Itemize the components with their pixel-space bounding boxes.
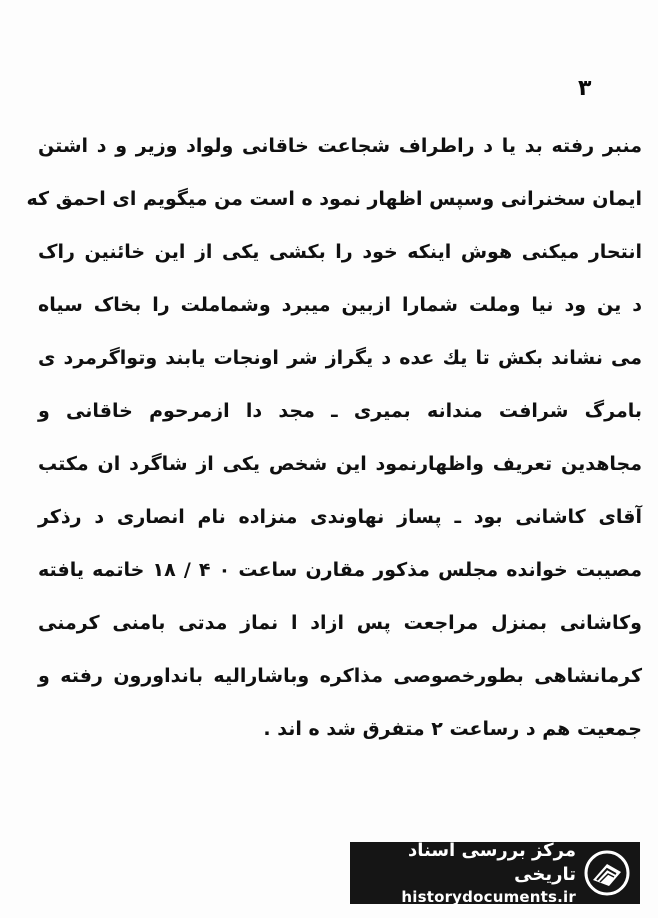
- text-line: کرمانشاهی بطورخصوصی مذاکره وباشاراليه بانداورون رفته و: [38, 665, 642, 687]
- text-line: د ین ود نیا وملت شمارا ازبین میبرد وشماملت را بخاک سیاه: [38, 294, 642, 316]
- text-line: انتحار میکنی هوش اینکه خود را بکشی یکی از این خائنین راک: [38, 241, 642, 263]
- text-line: مجاهدین تعریف واظهارنمود این شخص یکی از شاگرد ان مکتب: [38, 453, 642, 475]
- text-line: جمعیت هم د رساعت ۲ متفرق شد ه اند .: [263, 718, 642, 740]
- text-line: مصیبت خوانده مجلس مذکور مقارن ساعت ۰ ۴ / ۱۸ خاتمه یافته: [38, 559, 642, 581]
- page-number: ۳: [578, 76, 592, 101]
- text-line: ایمان سخنرانی وسپس اظهار نمود ه است من میگویم ای احمق که: [26, 188, 642, 210]
- book-logo-icon: [584, 850, 630, 896]
- text-line: بامرگ شرافت مندانه بمیری ـ مجد دا ازمرحوم خاقانی و: [38, 400, 642, 422]
- watermark-text: [350, 839, 576, 907]
- watermark-url: historydocuments.ir: [401, 888, 576, 906]
- watermark-banner: [350, 842, 640, 904]
- text-line: وکاشانی بمنزل مراجعت پس ازاد ا نماز مدتی بامنی کرمنی: [38, 612, 642, 634]
- text-line: آقای کاشانی بود ـ پساز نهاوندی منزاده نام انصاری د رذکر: [38, 506, 642, 528]
- document-body: [26, 128, 642, 764]
- text-line: منبر رفته بد یا د راطراف شجاعت خاقانی ولواد وزیر و د اشتن: [38, 135, 642, 157]
- text-line: می نشاند بکش تا یك عده د یگراز شر اونجات یابند وتواگرمرد ی: [38, 347, 642, 369]
- watermark-title: مرکز بررسی اسناد تاریخی: [408, 840, 576, 885]
